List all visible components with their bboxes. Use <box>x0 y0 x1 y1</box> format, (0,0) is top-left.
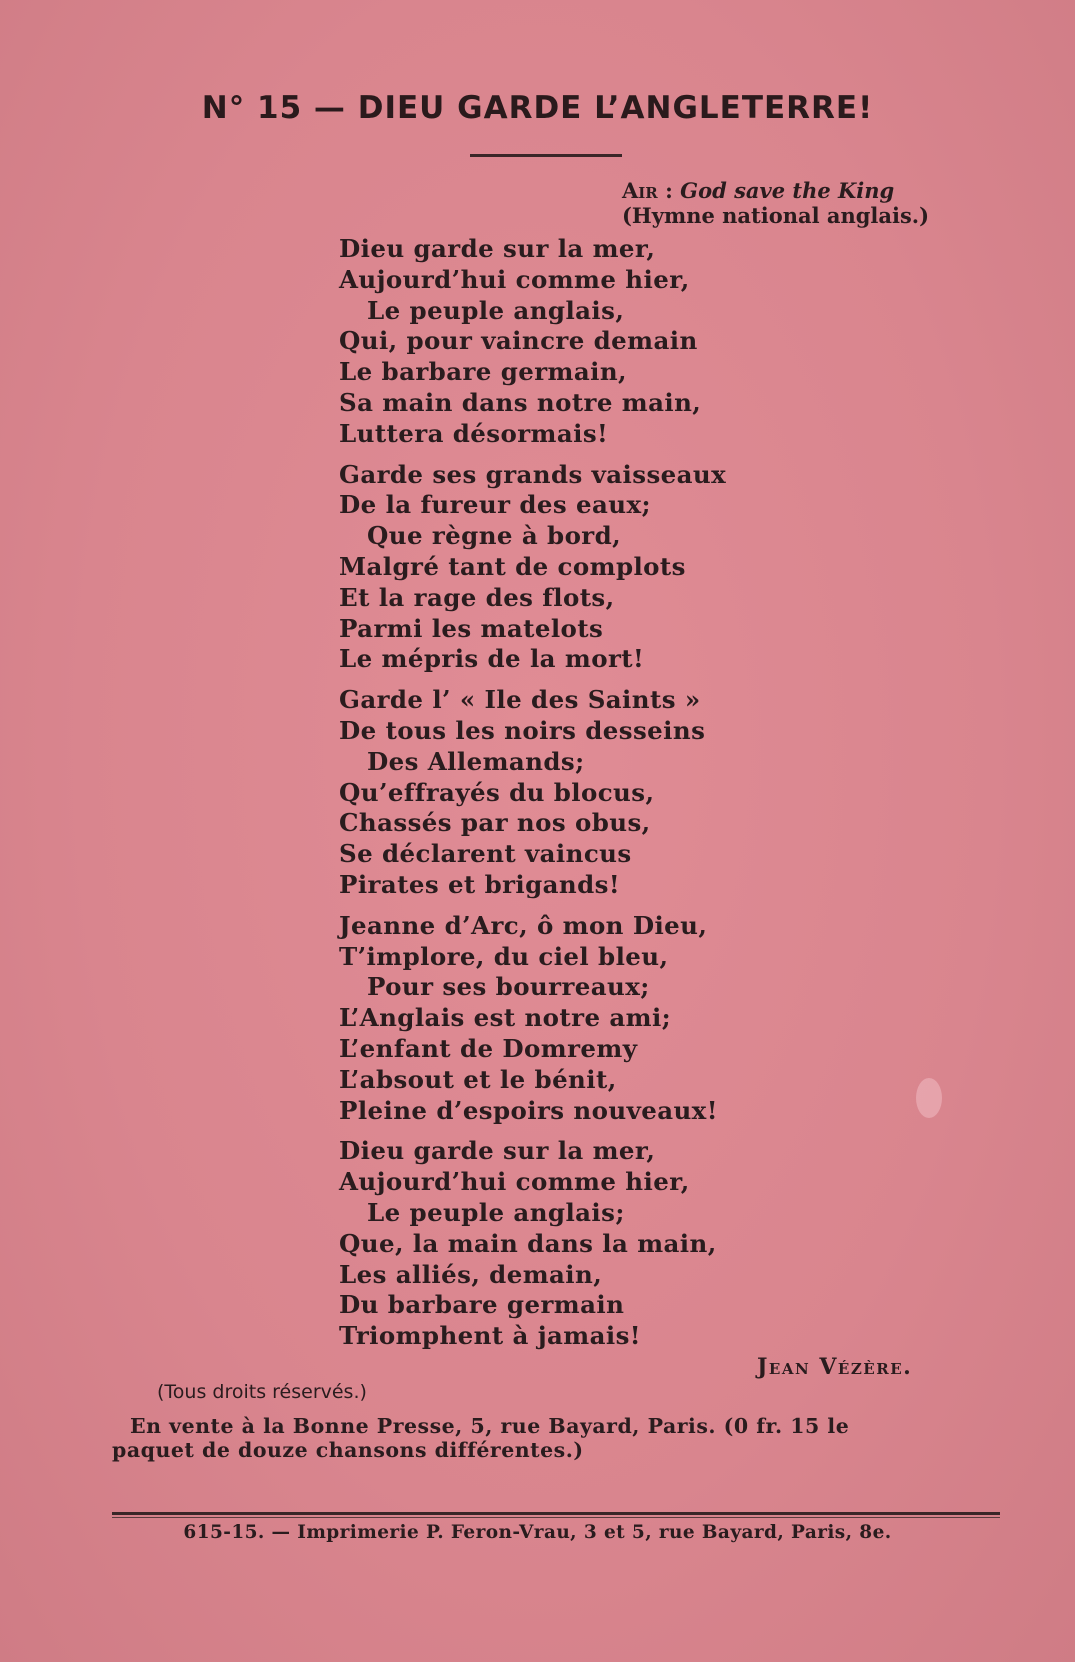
stanza-1 <box>339 234 726 450</box>
verse-line: Des Allemands; <box>367 746 585 776</box>
verse-line: Malgré tant de complots <box>339 551 686 581</box>
verse-line: Garde ses grands vaisseaux <box>339 459 727 489</box>
verse-line: Dieu garde sur la mer, <box>339 1136 656 1166</box>
verse-line: L’enfant de Domremy <box>339 1033 638 1063</box>
printer-imprint: 615-15. — Imprimerie P. Feron-Vrau, 3 et 5, rue Bayard, Paris, 8e. <box>183 1522 892 1543</box>
verse-line: Triomphent à jamais! <box>339 1321 641 1351</box>
verse-line: Pour ses bourreaux; <box>367 972 650 1002</box>
verse-line: T’implore, du ciel bleu, <box>339 941 669 971</box>
verse-line: Pleine d’espoirs nouveaux! <box>339 1095 718 1125</box>
verse-line: Jeanne d’Arc, ô mon Dieu, <box>339 910 708 940</box>
verse-line: Se déclarent vaincus <box>339 839 632 869</box>
sale-notice-line: En vente à la Bonne Presse, 5, rue Bayard, Paris. (0 fr. 15 le <box>130 1414 850 1438</box>
verse-line: Le peuple anglais, <box>367 295 625 325</box>
verse-line: Luttera désormais! <box>339 418 609 448</box>
verse-line: Aujourd’hui comme hier, <box>339 1167 690 1197</box>
verse-line: Pirates et brigands! <box>339 869 621 899</box>
verse-line: De la fureur des eaux; <box>339 490 651 520</box>
tune-line <box>622 178 929 203</box>
air-label: Air : <box>622 178 673 203</box>
title-divider <box>470 154 622 157</box>
stanza-3 <box>339 685 726 901</box>
verse-line: De tous les noirs desseins <box>339 715 706 745</box>
verse-line: Le barbare germain, <box>339 357 627 387</box>
verse-line: Et la rage des flots, <box>339 582 615 612</box>
verse-line: Qui, pour vaincre demain <box>339 326 698 356</box>
sale-notice-line: paquet de douze chansons différentes.) <box>112 1438 584 1462</box>
poem <box>339 234 726 1362</box>
sale-notice <box>112 1414 1002 1462</box>
verse-line: L’absout et le bénit, <box>339 1064 617 1094</box>
stanza-4 <box>339 911 726 1127</box>
footer-divider <box>112 1512 1000 1515</box>
stanza-2 <box>339 460 726 676</box>
verse-line: Qu’effrayés du blocus, <box>339 777 655 807</box>
verse-line: Du barbare germain <box>339 1290 625 1320</box>
stanza-5 <box>339 1136 726 1352</box>
verse-line: L’Anglais est notre ami; <box>339 1003 672 1033</box>
footer-divider-thin <box>112 1517 1000 1518</box>
paper-stain <box>916 1078 942 1118</box>
verse-line: Que règne à bord, <box>367 521 622 551</box>
verse-line: Aujourd’hui comme hier, <box>339 264 690 294</box>
tune-note <box>622 178 929 228</box>
verse-line: Le peuple anglais; <box>367 1197 625 1227</box>
verse-line: Le mépris de la mort! <box>339 644 645 674</box>
verse-line: Dieu garde sur la mer, <box>339 234 656 263</box>
verse-line: Chassés par nos obus, <box>339 808 651 838</box>
author-signature: Jean Vézère. <box>757 1354 913 1380</box>
verse-line: Que, la main dans la main, <box>339 1228 717 1258</box>
verse-line: Sa main dans notre main, <box>339 387 702 417</box>
verse-line: Les alliés, demain, <box>339 1259 603 1289</box>
tune-description: (Hymne national anglais.) <box>622 203 930 228</box>
song-title: N° 15 — DIEU GARDE L’ANGLETERRE! <box>201 90 874 126</box>
verse-line: Parmi les matelots <box>339 613 604 643</box>
verse-line: Garde l’ « Ile des Saints » <box>339 685 701 715</box>
rights-notice: (Tous droits réservés.) <box>157 1381 367 1403</box>
tune-name: God save the King <box>680 178 895 203</box>
